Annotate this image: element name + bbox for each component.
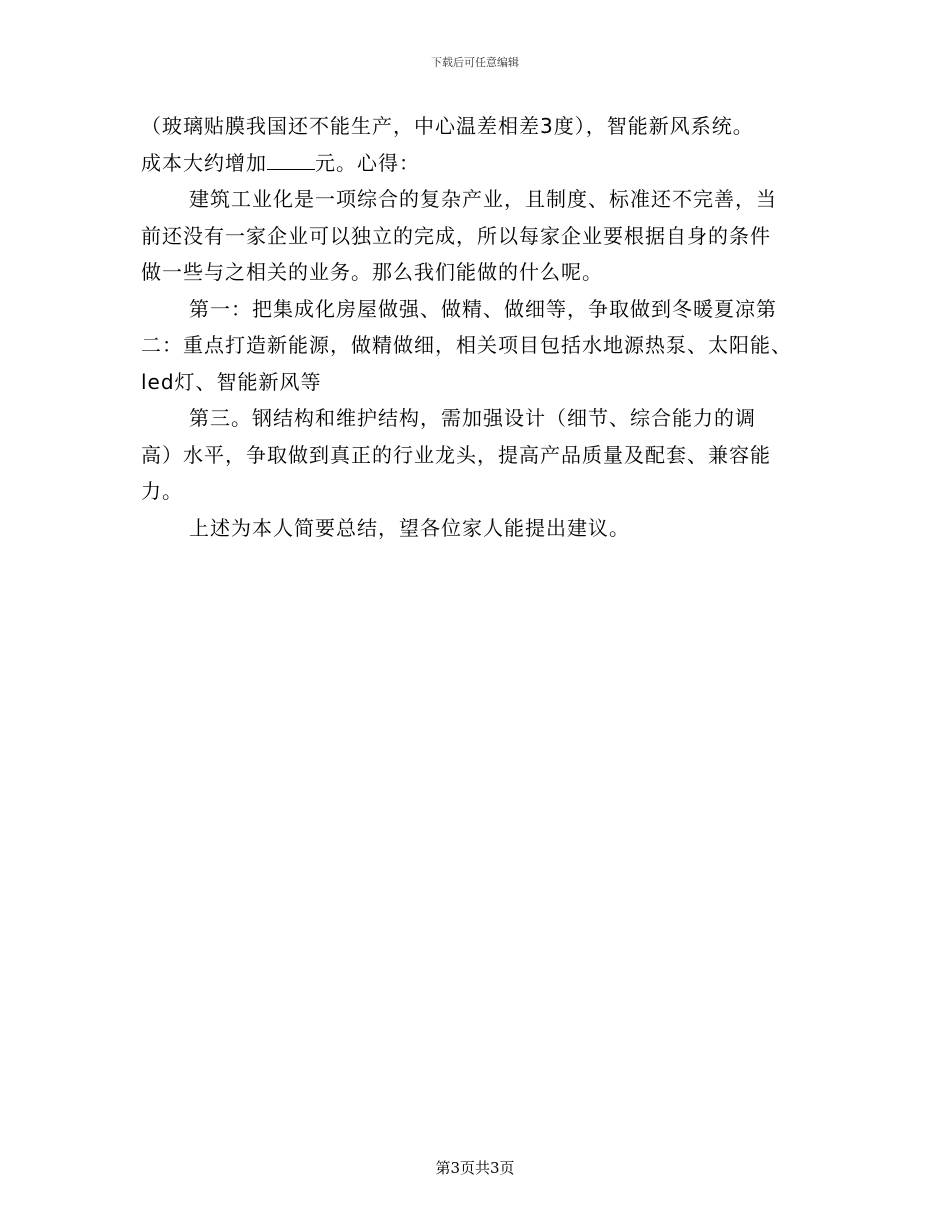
text-line-8: led灯、智能新风等 [141, 369, 322, 394]
text-line-2-start: 成本大约增加 [141, 150, 267, 175]
page-header: 下载后可任意编辑 [431, 56, 519, 69]
blank-underline [267, 151, 315, 170]
text-line-9: 第三。钢结构和维护结构，需加强设计（细节、综合能力的调 [189, 406, 756, 430]
text-line-1: （玻璃贴膜我国还不能生产，中心温差相差3度），智能新风系统。 [141, 114, 754, 138]
text-line-2 [141, 145, 801, 182]
document-body [141, 108, 801, 546]
text-line-2-end: 元。心得： [315, 150, 420, 175]
text-line-5: 做一些与之相关的业务。那么我们能做的什么呢。 [141, 260, 603, 284]
page-footer: 第3页共3页 [435, 1159, 515, 1177]
text-line-10: 高）水平，争取做到真正的行业龙头，提高产品质量及配套、兼容能 [141, 442, 771, 467]
text-line-11: 力。 [141, 479, 183, 503]
text-line-12: 上述为本人简要总结，望各位家人能提出建议。 [189, 515, 630, 540]
text-line-4: 前还没有一家企业可以独立的完成，所以每家企业要根据自身的条件 [141, 223, 771, 248]
text-line-7: 二：重点打造新能源，做精做细，相关项目包括水地源热泵、太阳能、 [141, 333, 792, 357]
text-line-6: 第一：把集成化房屋做强、做精、做细等，争取做到冬暖夏凉第 [189, 296, 777, 321]
text-line-3: 建筑工业化是一项综合的复杂产业，且制度、标准还不完善，当 [189, 187, 777, 211]
